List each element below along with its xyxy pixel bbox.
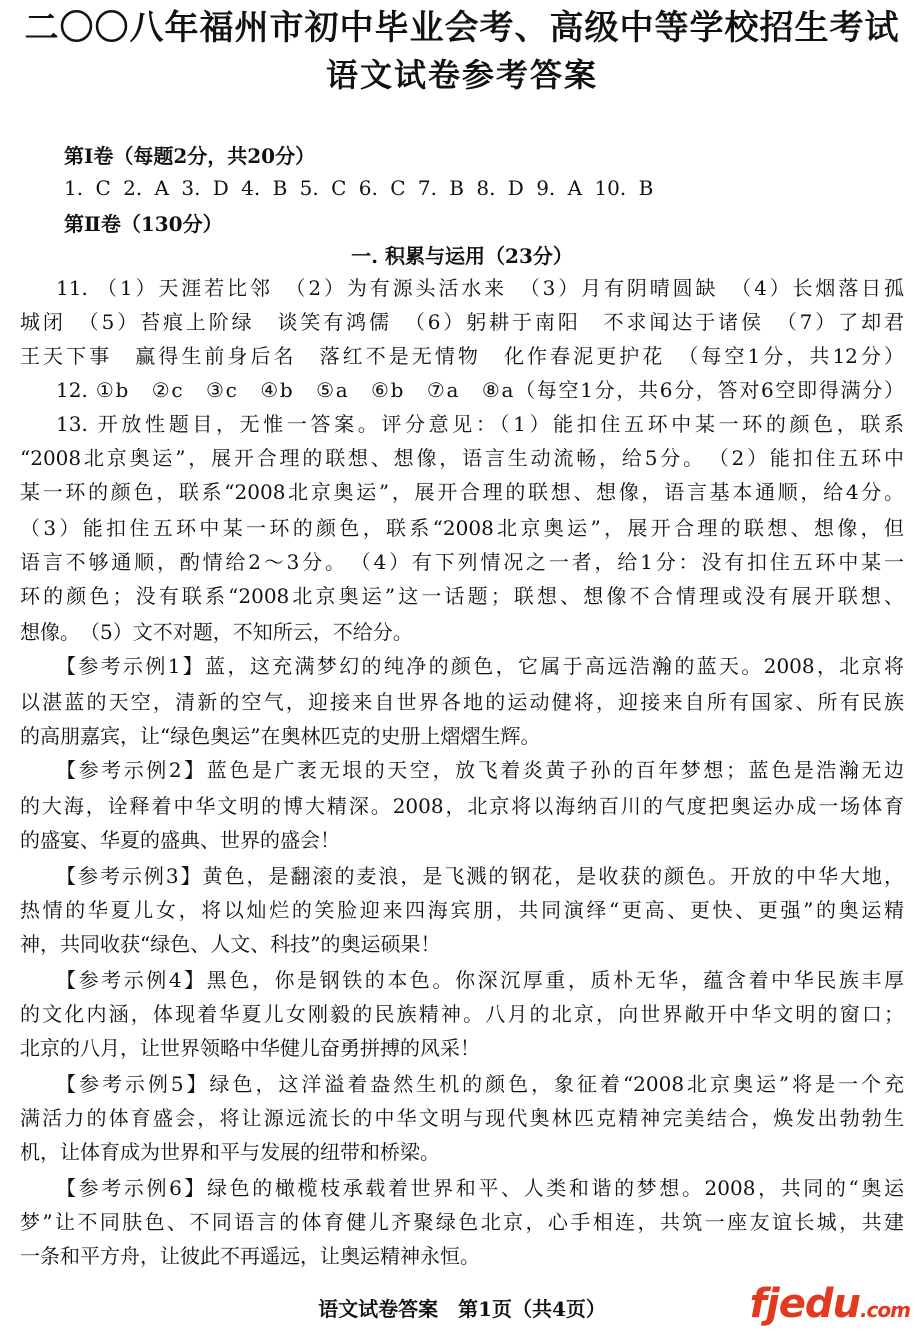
body-text-line: 语言不够通顺，酌情给2～3分。 （4）有下列情况之一者，给1分：没有扣住五环中某一 xyxy=(20,550,904,574)
body-text-line: 城闭 （5）苔痕上阶绿 谈笑有鸿儒 （6）躬耕于南阳 不求闻达于诸侯 （7）了却君 xyxy=(20,310,904,334)
body-text-line: 北京的八月，让世界领略中华健儿奋勇拼搏的风采！ xyxy=(20,1036,480,1060)
body-text-line: 的盛宴、华夏的盛典、世界的盛会！ xyxy=(20,828,340,852)
body-text-line: 满活力的体育盛会，将让源远流长的中华文明与现代奥林匹克精神完美结合，焕发出勃勃生 xyxy=(20,1106,904,1130)
body-text-line: 环的颜色；没有联系“2008北京奥运”这一话题；联想、想像不合情理或没有展开联想、 xyxy=(20,584,904,608)
body-text-line: 想像。 （5）文不对题，不知所云，不给分。 xyxy=(20,620,413,644)
body-text-line: 【参考示例1】蓝，这充满梦幻的纯净的颜色，它属于高远浩瀚的蓝天。2008，北京将 xyxy=(56,654,904,678)
watermark-main-text: fjedu xyxy=(749,1281,860,1327)
part2-heading: 第Ⅱ卷（130分） xyxy=(64,212,223,236)
body-text-line: “2008北京奥运”，展开合理的联想、想像，语言生动流畅，给5分。 （2）能扣住五环中 xyxy=(20,446,904,470)
site-watermark-logo xyxy=(750,1282,910,1332)
body-text-line: 13. 开放性题目，无惟一答案。评分意见：（1）能扣住五环中某一环的颜色，联系 xyxy=(56,412,904,436)
body-text-line: 【参考示例6】绿色的橄榄枝承载着世界和平、人类和谐的梦想。2008，共同的“奥运 xyxy=(56,1176,904,1200)
body-text-line: 神，共同收获“绿色、人文、科技”的奥运硕果！ xyxy=(20,932,441,956)
body-text-line: 12. ①b ②c ③c ④b ⑤a ⑥b ⑦a ⑧a（每空1分，共6分，答对6空即得满分） xyxy=(56,378,904,402)
body-text-line: （3）能扣住五环中某一环的颜色，联系“2008北京奥运”，展开合理的联想、想像，但 xyxy=(20,516,904,540)
page-footer: 语文试卷答案 第1页（共4页） xyxy=(318,1297,606,1321)
body-text-line: 11. （1）天涯若比邻 （2）为有源头活水来 （3）月有阴晴圆缺 （4）长烟落日孤 xyxy=(56,276,904,300)
watermark-suffix-text: .com xyxy=(859,1298,910,1322)
body-text-line: 某一环的颜色，联系“2008北京奥运”，展开合理的联想、想像，语言基本通顺，给4分。 xyxy=(20,480,904,504)
document-subtitle: 语文试卷参考答案 xyxy=(325,56,598,94)
exam-title: 二〇〇八年福州市初中毕业会考、高级中等学校招生考试 xyxy=(24,8,900,48)
body-text-line: 机，让体育成为世界和平与发展的纽带和桥梁。 xyxy=(20,1140,440,1164)
part1-heading: 第Ⅰ卷（每题2分，共20分） xyxy=(64,144,316,168)
body-text-line: 以湛蓝的天空，清新的空气，迎接来自世界各地的运动健将，迎接来自所有国家、所有民族 xyxy=(20,690,904,714)
body-text-line: 一条和平方舟，让彼此不再遥远，让奥运精神永恒。 xyxy=(20,1244,480,1268)
body-text-line: 【参考示例2】蓝色是广袤无垠的天空，放飞着炎黄子孙的百年梦想；蓝色是浩瀚无边 xyxy=(56,758,904,782)
body-text-line: 【参考示例4】黑色，你是钢铁的本色。你深沉厚重，质朴无华，蕴含着中华民族丰厚 xyxy=(56,968,904,992)
body-text-line: 王天下事 赢得生前身后名 落红不是无情物 化作春泥更护花 （每空1分，共12分） xyxy=(20,344,904,368)
body-text-line: 的文化内涵，体现着华夏儿女刚毅的民族精神。八月的北京，向世界敞开中华文明的窗口； xyxy=(20,1002,904,1026)
body-text-line: 的高朋嘉宾，让“绿色奥运”在奥林匹克的史册上熠熠生辉。 xyxy=(20,724,541,748)
body-text-line: 【参考示例5】绿色，这洋溢着盎然生机的颜色，象征着“2008北京奥运”将是一个充 xyxy=(56,1072,904,1096)
body-text-line: 的大海，诠释着中华文明的博大精深。2008，北京将以海纳百川的气度把奥运办成一场体育 xyxy=(20,794,904,818)
part1-answers: 1. C 2. A 3. D 4. B 5. C 6. C 7. B 8. D 9. A 10. B xyxy=(64,176,654,200)
body-text-line: 热情的华夏儿女，将以灿烂的笑脸迎来四海宾朋，共同演绎“更高、更快、更强”的奥运精 xyxy=(20,898,904,922)
body-text-line: 梦”让不同肤色、不同语言的体育健儿齐聚绿色北京，心手相连，共筑一座友谊长城，共建 xyxy=(20,1210,904,1234)
section-title: 一. 积累与运用（23分） xyxy=(351,244,573,268)
body-text-line: 【参考示例3】黄色，是翻滚的麦浪，是飞溅的钢花，是收获的颜色。开放的中华大地， xyxy=(56,864,904,888)
